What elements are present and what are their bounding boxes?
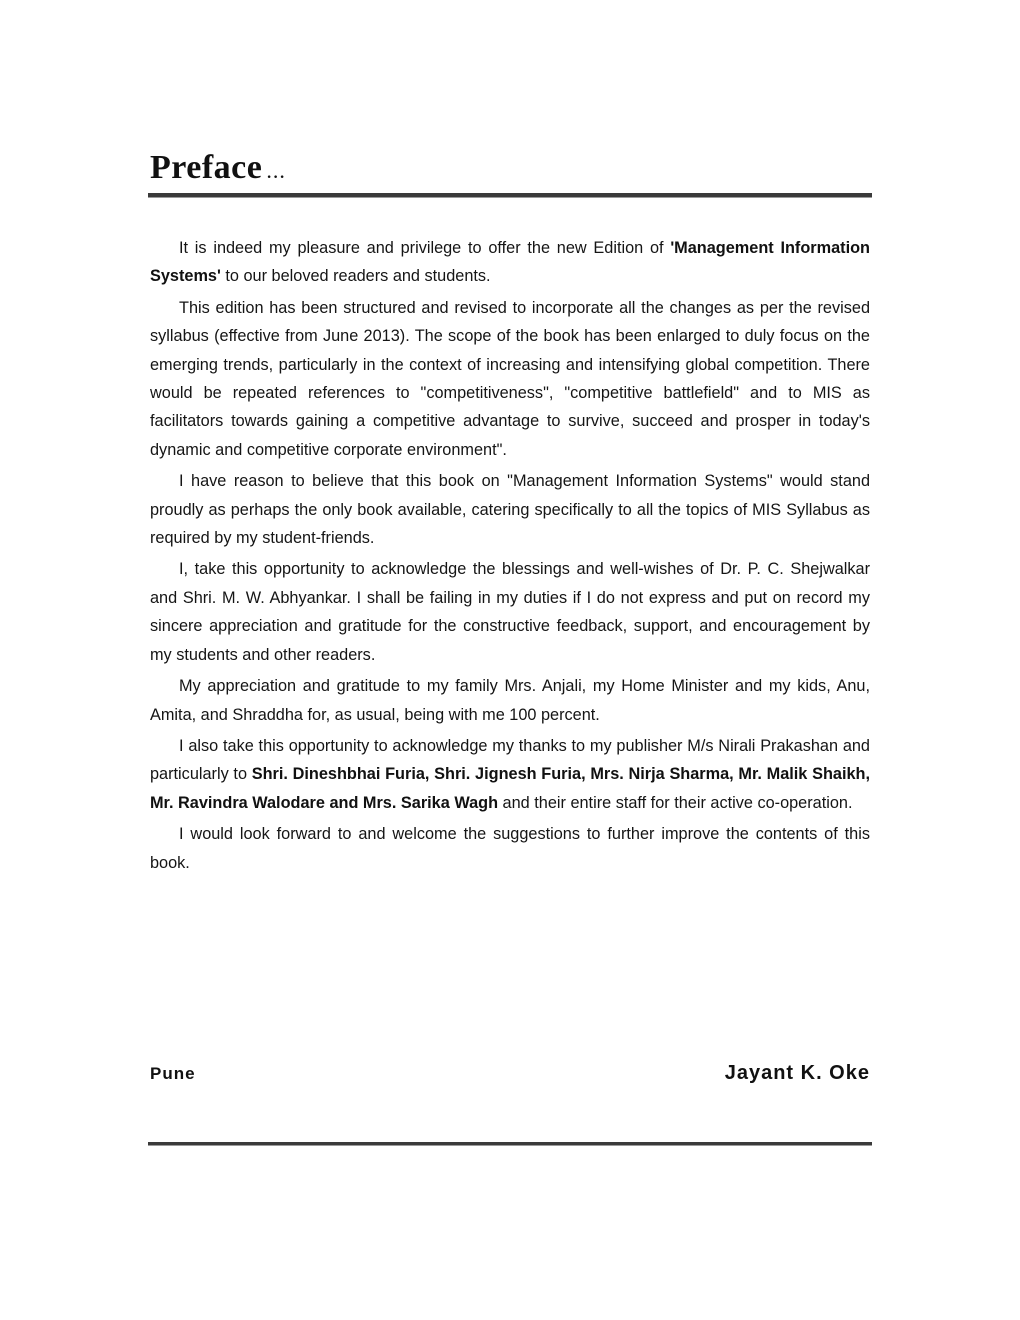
page-title — [148, 148, 872, 191]
paragraph-6-text-a: I also take this opportunity to acknowledge my thanks to my publisher M/s Nirali Prakashan and particularly to — [150, 736, 870, 784]
paragraph-4-text: I, take this opportunity to acknowledge the blessings and well-wishes of Dr. P. C. Shejwalkar and Shri. M. W. Abhyankar. I shall be failing in my duties if I do not express and put on record my sincere appreciation and gratitude for the constructive feedback, support, and encouragement by my students and other readers. — [150, 560, 870, 664]
bottom-divider — [148, 1142, 872, 1146]
paragraph-4 — [150, 555, 870, 669]
top-divider — [148, 193, 872, 198]
paragraph-1 — [150, 234, 870, 291]
signature-block — [148, 1062, 872, 1090]
paragraph-2-text: This edition has been structured and revised to incorporate all the changes as per the revised syllabus (effective from June 2013). The scope of the book has been enlarged to duly focus on the emerging trends, particularly in the context of increasing and intensifying global competition. There would be repeated references to "competitiveness", "competitive battlefield" and to MIS as facilitators towards gaining a competitive advantage to survive, succeed and prosper in today's dynamic and competitive corporate environment". — [150, 298, 870, 459]
page-title-ellipsis: ... — [266, 158, 286, 183]
signature-author: Jayant K. Oke — [724, 1062, 870, 1084]
paragraph-7-text: I would look forward to and welcome the suggestions to further improve the contents of this book. — [150, 825, 870, 872]
paragraph-3 — [150, 467, 870, 552]
paragraph-5 — [150, 672, 870, 729]
paragraph-2 — [150, 294, 870, 464]
paragraph-1-text-b: to our beloved readers and students. — [220, 267, 491, 286]
paragraph-6-text-b: and their entire staff for their active co-operation. — [498, 793, 853, 812]
paragraph-1-book-title: 'Management Information Systems' — [150, 239, 871, 286]
paragraph-6 — [150, 732, 870, 817]
page-title-text: Preface — [150, 149, 263, 186]
paragraph-3-text: I have reason to believe that this book on "Management Information Systems" would stand proudly as perhaps the only book available, catering specifically to all the topics of MIS Syllabus as required by my student-friends. — [150, 472, 870, 548]
paragraph-1-text-a: It is indeed my pleasure and privilege to offer the new Edition of — [179, 239, 671, 257]
paragraph-5-text: My appreciation and gratitude to my family Mrs. Anjali, my Home Minister and my kids, Anu, Amita, and Shraddha for, as usual, being with me 100 percent. — [150, 677, 870, 724]
paragraph-7 — [150, 820, 870, 877]
preface-page — [148, 148, 872, 880]
preface-body — [148, 234, 872, 877]
paragraph-6-acknowledged-names: Shri. Dineshbhai Furia, Shri. Jignesh Furia, Mrs. Nirja Sharma, Mr. Malik Shaikh, Mr. Ravindra Walodare and Mrs. Sarika Wagh — [150, 765, 870, 812]
signature-place: Pune — [150, 1064, 196, 1083]
